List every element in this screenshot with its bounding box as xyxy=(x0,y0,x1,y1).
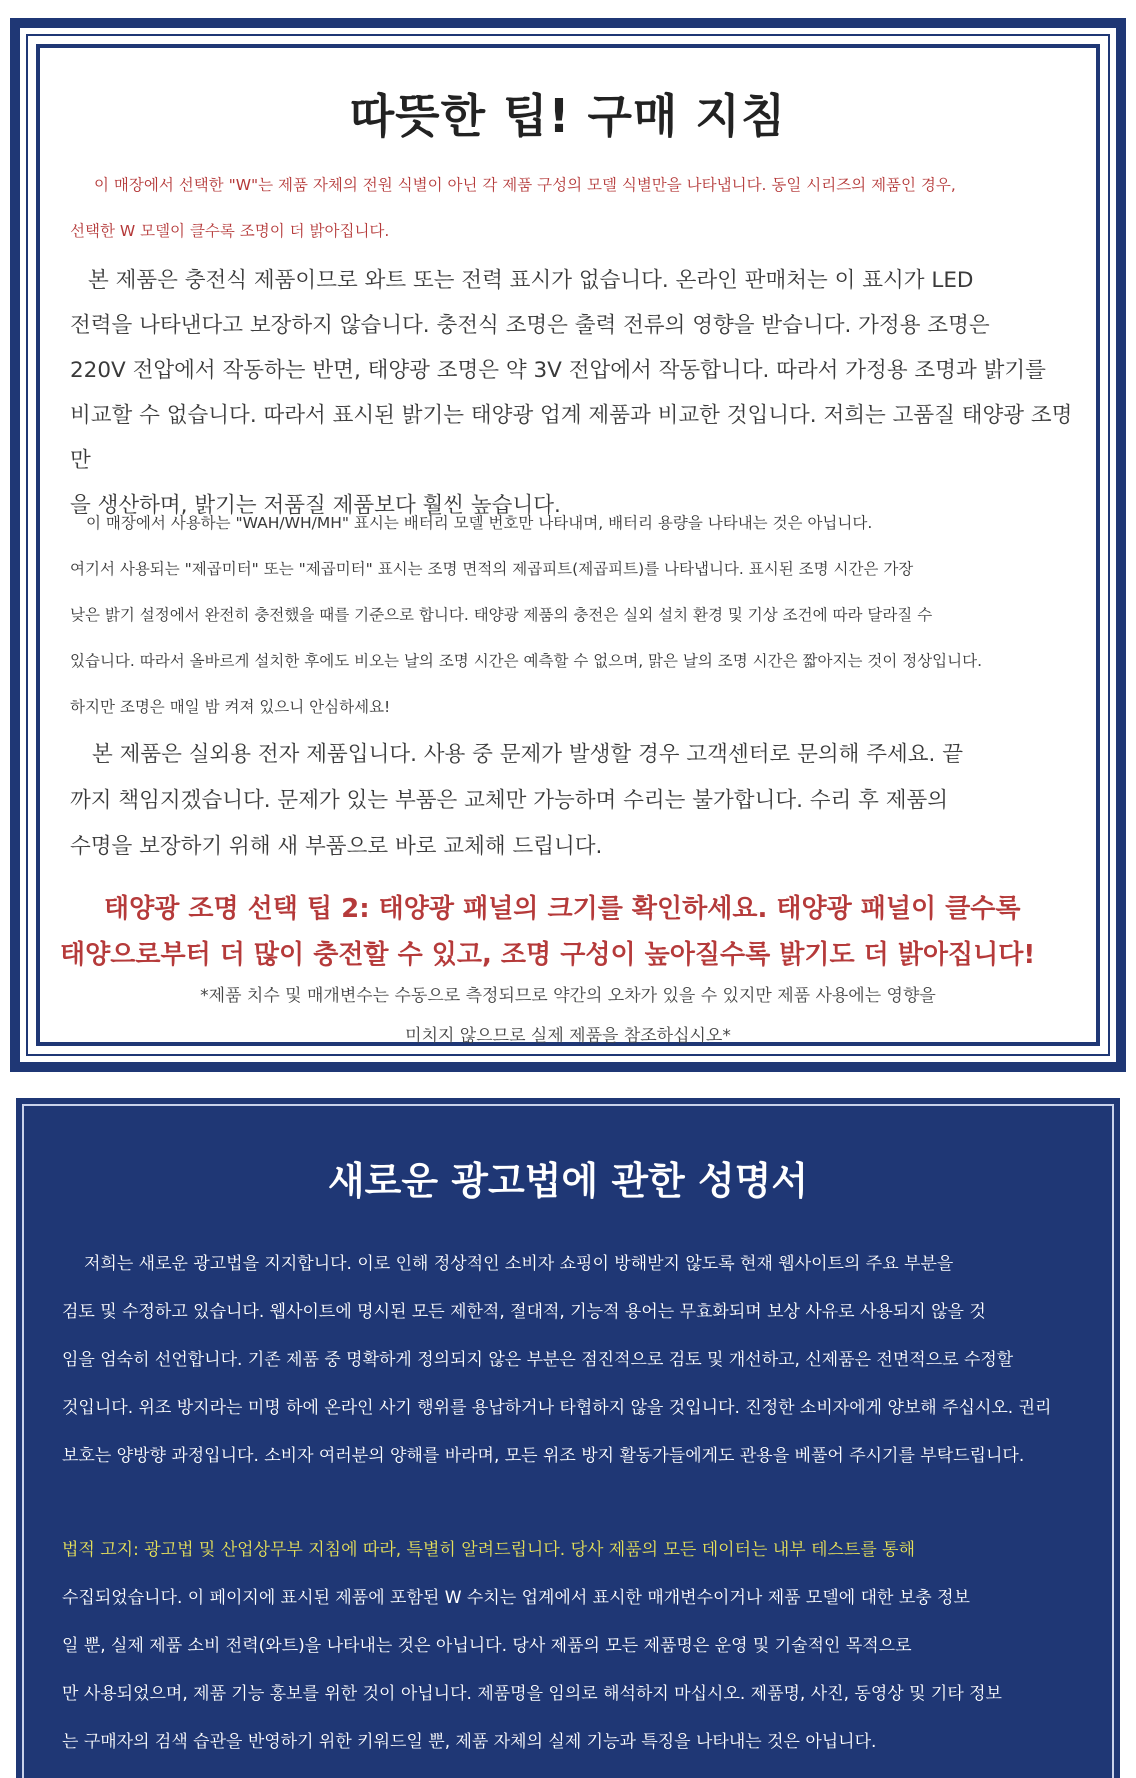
footnote-line: 미치지 않으므로 실제 제품을 참조하십시오* xyxy=(405,1026,731,1046)
paragraph-line: 수명을 보장하기 위해 새 부품으로 바로 교체해 드립니다. xyxy=(70,834,603,859)
statement-line: 임을 엄숙히 선언합니다. 기존 제품 중 명확하게 정의되지 않은 부분은 점진적으로 검토 및 개선하고, 신제품은 전면적으로 수정할 xyxy=(62,1350,1014,1370)
watt-model-note-line: 선택한 W 모델이 클수록 조명이 더 밝아집니다. xyxy=(70,222,390,240)
solar-panel-tip xyxy=(60,886,1086,978)
legal-notice-line: 만 사용되었으며, 제품 기능 홍보를 위한 것이 아닙니다. 제품명을 임의로 해석하지 마십시오. 제품명, 사진, 동영상 및 기타 정보 xyxy=(62,1684,1002,1704)
measurement-footnote xyxy=(70,976,1066,1056)
paragraph-line: 220V 전압에서 작동하는 반면, 태양광 조명은 약 3V 전압에서 작동합니다. 따라서 가정용 조명과 밝기를 xyxy=(70,358,1046,383)
statement-line: 검토 및 수정하고 있습니다. 웹사이트에 명시된 모든 제한적, 절대적, 기능적 용어는 무효화되며 보상 사유로 사용되지 않을 것 xyxy=(62,1302,986,1322)
paragraph-line: 여기서 사용되는 "제곱미터" 또는 "제곱미터" 표시는 조명 면적의 제곱피트(제곱피트)를 나타냅니다. 표시된 조명 시간은 가장 xyxy=(70,560,914,578)
legal-notice-line: 는 구매자의 검색 습관을 반영하기 위한 키워드일 뿐, 제품 자체의 실제 기능과 특징을 나타내는 것은 아닙니다. xyxy=(62,1732,877,1752)
statement-line: 저희는 새로운 광고법을 지지합니다. 이로 인해 정상적인 소비자 쇼핑이 방해받지 않도록 현재 웹사이트의 주요 부분을 xyxy=(84,1254,954,1274)
advertising-law-title: 새로운 광고법에 관한 성명서 xyxy=(327,1159,809,1203)
legal-notice-line: 일 뿐, 실제 제품 소비 전력(와트)을 나타내는 것은 아닙니다. 당사 제품의 모든 제품명은 운영 및 기술적인 목적으로 xyxy=(62,1636,912,1656)
paragraph-line: 본 제품은 충전식 제품이므로 와트 또는 전력 표시가 없습니다. 온라인 판매처는 이 표시가 LED xyxy=(88,268,974,293)
tip-line: 태양광 조명 선택 팁 2: 태양광 패널의 크기를 확인하세요. 태양광 패널이 클수록 xyxy=(104,894,1021,924)
paragraph-line: 전력을 나타낸다고 보장하지 않습니다. 충전식 조명은 출력 전류의 영향을 받습니다. 가정용 조명은 xyxy=(70,313,990,338)
purchase-guide-title: 따뜻한 팁! 구매 지침 xyxy=(349,89,787,143)
paragraph-line: 까지 책임지겠습니다. 문제가 있는 부품은 교체만 가능하며 수리는 불가합니다. 수리 후 제품의 xyxy=(70,788,949,813)
footnote-line: *제품 치수 및 매개변수는 수동으로 측정되므로 약간의 오차가 있을 수 있지만 제품 사용에는 영향을 xyxy=(200,986,936,1006)
rechargeable-power-paragraph xyxy=(70,258,1082,528)
watt-model-note xyxy=(70,162,1086,254)
warranty-paragraph xyxy=(70,732,1082,870)
legal-notice-line: 수집되었습니다. 이 페이지에 표시된 제품에 포함된 W 수치는 업계에서 표시한 매개변수이거나 제품 모델에 대한 보충 정보 xyxy=(62,1588,970,1608)
advertising-law-panel xyxy=(16,1098,1120,1778)
watt-model-note-line: 이 매장에서 선택한 "W"는 제품 자체의 전원 식별이 아닌 각 제품 구성의 모델 식별만을 나타냅니다. 동일 시리즈의 제품인 경우, xyxy=(94,176,956,194)
paragraph-line: 낮은 밝기 설정에서 완전히 충전했을 때를 기준으로 합니다. 태양광 제품의 충전은 실외 설치 환경 및 기상 조건에 따라 달라질 수 xyxy=(70,606,933,624)
tip-line: 태양으로부터 더 많이 충전할 수 있고, 조명 구성이 높아질수록 밝기도 더 밝아집니다! xyxy=(60,940,1036,970)
legal-notice xyxy=(62,1526,1076,1766)
statement-line: 것입니다. 위조 방지라는 미명 하에 온라인 사기 행위를 용납하거나 타협하지 않을 것입니다. 진정한 소비자에게 양보해 주십시오. 권리 xyxy=(62,1398,1052,1418)
legal-notice-highlight: 법적 고지: 광고법 및 산업상무부 지침에 따라, 특별히 알려드립니다. 당사 제품의 모든 데이터는 내부 테스트를 통해 xyxy=(62,1540,916,1560)
statement-line: 보호는 양방향 과정입니다. 소비자 여러분의 양해를 바라며, 모든 위조 방지 활동가들에게도 관용을 베풀어 주시기를 부탁드립니다. xyxy=(62,1446,1025,1466)
paragraph-line: 본 제품은 실외용 전자 제품입니다. 사용 중 문제가 발생할 경우 고객센터로 문의해 주세요. 끝 xyxy=(92,742,963,767)
purchase-guide-panel xyxy=(10,18,1126,1072)
paragraph-line: 을 생산하며, 밝기는 저품질 제품보다 훨씬 높습니다. xyxy=(70,493,561,518)
paragraph-line: 비교할 수 없습니다. 따라서 표시된 밝기는 태양광 업계 제품과 비교한 것입니다. 저희는 고품질 태양광 조명만 xyxy=(70,403,1073,473)
advertising-law-statement xyxy=(62,1240,1076,1480)
paragraph-line: 이 매장에서 사용하는 "WAH/WH/MH" 표시는 배터리 모델 번호만 나타내며, 배터리 용량을 나타내는 것은 아닙니다. xyxy=(86,514,873,532)
paragraph-line: 있습니다. 따라서 올바르게 설치한 후에도 비오는 날의 조명 시간은 예측할 수 없으며, 맑은 날의 조명 시간은 짧아지는 것이 정상입니다. xyxy=(70,652,983,670)
battery-lighting-paragraph xyxy=(70,500,1086,730)
paragraph-line: 하지만 조명은 매일 밤 켜져 있으니 안심하세요! xyxy=(70,698,391,716)
